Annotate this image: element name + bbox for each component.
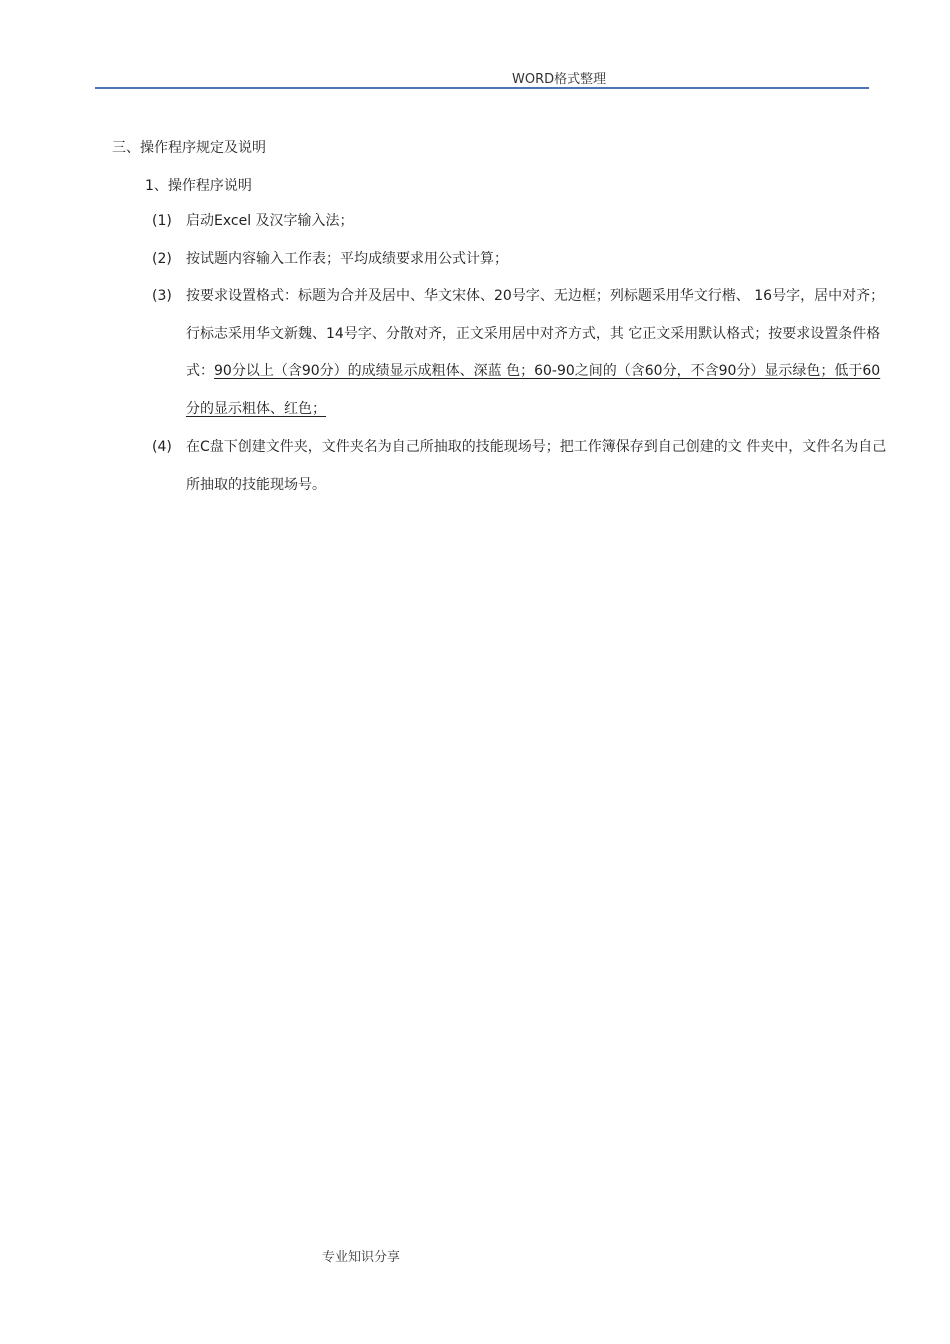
item-number: (2) (152, 251, 172, 267)
item-number: (4) (152, 439, 172, 455)
item-number: (1) (152, 213, 172, 229)
sub-heading: 1、操作程序说明 (145, 178, 252, 194)
item-text-plain: 按要求设置格式：标题为合并及居中、华文宋体、20号字、无边框；列标题采用华文行楷、 16号字，居中对齐；行标志采用华文新魏、14号字、分散对齐，正文采用居中对齐方式，其 它正文采用默认格式；按要求设置条件格式： (186, 288, 885, 379)
list-item-3 (152, 278, 892, 428)
section-heading: 三、操作程序规定及说明 (112, 140, 266, 156)
list-item-1 (152, 203, 892, 241)
item-text: 在C盘下创建文件夹，文件夹名为自己所抽取的技能现场号；把工作簿保存到自己创建的文 件夹中，文件名为自己所抽取的技能现场号。 (186, 439, 887, 493)
item-text: 按试题内容输入工作表；平均成绩要求用公式计算； (186, 251, 508, 267)
header-title: WORD格式整理 (512, 72, 607, 87)
item-number: (3) (152, 288, 172, 304)
header-rule (95, 87, 869, 89)
item-text (186, 278, 892, 428)
footer-text: 专业知识分享 (322, 1250, 401, 1265)
item-text-underlined: 90分以上（含90分）的成绩显示成粗体、深蓝 色；60-90之间的（含60分，不含90分）显示绿色；低于60分的显示粗体、红色； (186, 363, 881, 417)
item-text: 启动Excel 及汉字输入法； (186, 213, 354, 229)
list-item-4 (152, 429, 892, 504)
list-item-2 (152, 241, 892, 279)
